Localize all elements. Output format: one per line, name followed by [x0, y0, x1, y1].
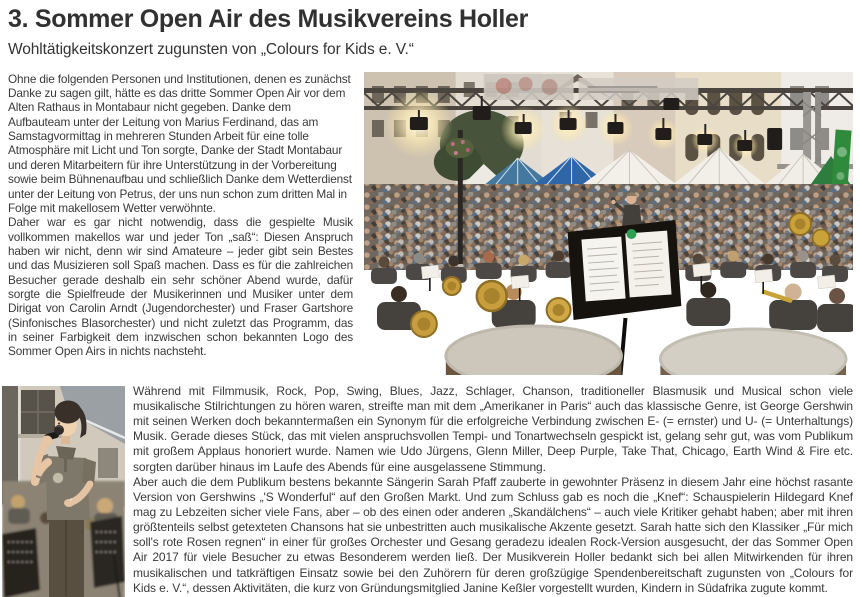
- concert-photo: [364, 72, 853, 375]
- article-header: [0, 0, 860, 59]
- shirt-crest: [53, 472, 64, 483]
- main-paragraph-1: Während mit Filmmusik, Rock, Pop, Swing, Blues, Jazz, Schlager, Chanson, traditioneller Blasmusik und Musical schon viele musikalische Stilrichtungen zu hören waren, streifte man mit dem „Amerikaner in Paris“ auch das klassische Genre, ist George Gershwin mit seinen Werken doch bekanntermaßen ein Synonym für die erfolgreiche Verbindung zwischen E- (= ernster) und U- (= Unterhaltungs) Musik. Gerade dieses Stück, das mit vielen anspruchsvollen Tempi- und Tonartwechseln gespickt ist, gelang sehr gut, was vom Publikum mit großem Applaus honoriert wurde. Namen wie Udo Jürgens, Glenn Miller, Deep Purple, Take That, Chicago, Earth Wind & Fire etc. sorgten darüber hinaus im Laufe des Abends für eine ausgelassene Stimmung.: [133, 383, 853, 474]
- intro-column: [8, 72, 353, 359]
- polo-collar: [56, 446, 76, 460]
- concert-photo-svg: [364, 72, 853, 375]
- page-title: 3. Sommer Open Air des Musikvereins Holler: [8, 5, 528, 33]
- main-section: [0, 384, 860, 596]
- page-subtitle: Wohltätigkeitskonzert zugunsten von „Colours for Kids e. V.“: [8, 40, 414, 58]
- singer-photo: [2, 386, 125, 597]
- green-clip: [626, 229, 636, 239]
- intro-paragraph-1: Ohne die folgenden Personen und Institutionen, denen es zunächst Danke zu sagen gilt, hätte es das dritte Sommer Open Air vor dem Alten Rathaus in Montabaur nicht gegeben. Danke dem Aufbauteam unter der Leitung von Marius Ferdinand, das am Samstagvormittag in mehreren Stunden Arbeit für eine tolle Atmosphäre mit Licht und Ton sorgte, Danke der Stadt Montabaur und deren Mitarbeitern für ihre Unterstützung in der Vorbereitung sowie beim Bühnenaufbau und schließlich Danke dem Wetterdienst unter der Leitung von Petrus, der uns nun schon zum dritten Mal in Folge mit makellosem Wetter verwöhnte.: [8, 71, 352, 215]
- truss-banner-2: [579, 78, 699, 100]
- timpani-right: [660, 329, 846, 375]
- timpani-drums: [446, 326, 846, 375]
- speaker-box: [767, 128, 782, 150]
- main-paragraph-2: Aber auch die dem Publikum bestens bekannte Sängerin Sarah Pfaff zauberte in gewohnter Präsenz in diesem Jahr eine höchst rasante Version von Gershwins „'S Wonderful“ auf den Großen Markt. Und zum Schluss gab es noch die „Knef“: Schauspielerin Hildegard Knef mag zu Lebzeiten sicher viele Fans, aber – ob des einen oder anderen „Skandälchens“ – auch viele Kritiker gehabt haben; aber mit ihren größtenteils selbst getexteten Chansons hat sie unbestritten auch musikalische Akzente gesetzt. Sarah hatte sich den Klassiker „Für mich soll's rote Rosen regnen“ in einer für großes Orchester und Gesang geradezu idealen Rock-Version ausgesucht, der das Sommer Open Air 2017 für viele Besucher zu etwas Besonderem werden ließ. Der Musikverein Holler bedankt sich bei allen Mitwirkenden für ihren musikalischen und tatkräftigen Einsatz sowie bei den Zuhörern für deren großzügige Spendenbereitschaft zugunsten von „Colours for Kids e. V.“, dessen Aktivitäten, die kurz von Gründungsmitglied Janine Keßler vorgestellt wurden, Kindern in Südafrika zugute kommt.: [133, 474, 853, 595]
- top-section: [0, 72, 860, 375]
- singer-photo-svg: [2, 386, 125, 597]
- intro-paragraph-2: Daher war es gar nicht notwendig, dass die gespielte Musik vollkommen makellos war und jeder Ton „saß“: Diesen Anspruch haben wir nicht, denn wir sind Amateure – jeder gibt sein Bestes und das Musizieren soll Spaß machen. Dass es für die zahlreichen Besucher gerade deshalb ein sehr schöner Abend wurde, dafür sorgte die Spielfreude der Musikerinnen und Musiker unter dem Dirigat von Carolin Arndt (Jugendorchester) und Fraser Gartshore (Sinfonisches Blasorchester) und nicht zuletzt das Programm, das in seiner Farbigkeit dem inzwischen schon bekannten Logo des Sommer Open Airs in nichts nachsteht.: [8, 215, 353, 359]
- timpani-left: [446, 326, 622, 375]
